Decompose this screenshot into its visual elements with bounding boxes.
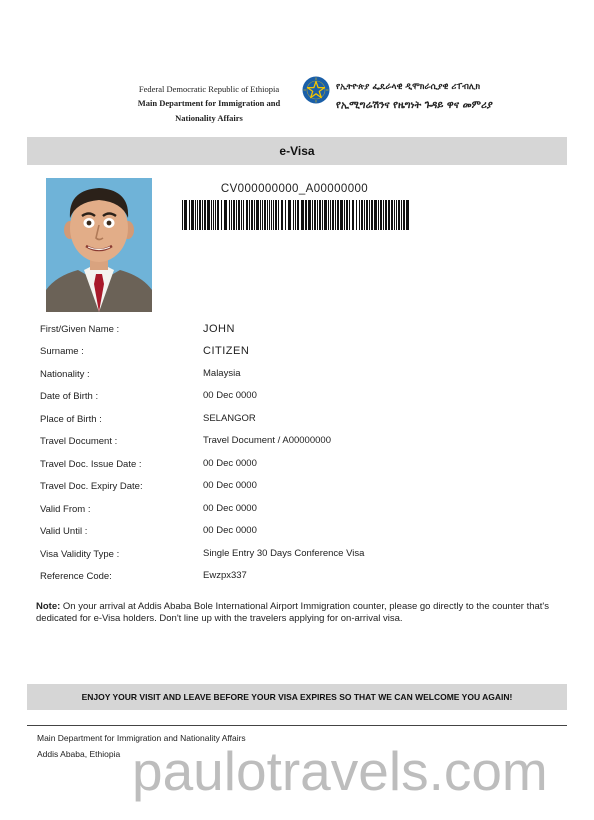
label-visa-validity-type: Visa Validity Type : — [40, 549, 120, 560]
barcode-bar — [319, 200, 321, 230]
barcode-bar — [202, 200, 203, 230]
barcode-bar — [305, 200, 307, 230]
header-english-line3: Nationality Affairs — [175, 113, 243, 123]
barcode-bar — [340, 200, 343, 230]
barcode-bar — [371, 200, 373, 230]
barcode-bar — [308, 200, 311, 230]
barcode-bar — [380, 200, 382, 230]
footer-department: Main Department for Immigration and Nationality Affairs — [37, 733, 246, 743]
barcode-bar — [267, 200, 268, 230]
barcode-bar — [401, 200, 402, 230]
barcode-bar — [366, 200, 368, 230]
header-english-line1: Federal Democratic Republic of Ethiopia — [138, 84, 280, 94]
barcode-bar — [213, 200, 214, 230]
value-doc-expiry-date: 00 Dec 0000 — [203, 480, 257, 491]
barcode-bar — [374, 200, 377, 230]
barcode-bar — [199, 200, 201, 230]
barcode-bar — [383, 200, 384, 230]
value-travel-document: Travel Document / A00000000 — [203, 435, 331, 446]
label-doc-issue-date: Travel Doc. Issue Date : — [40, 459, 142, 470]
barcode-bar — [314, 200, 316, 230]
barcode-bar — [324, 200, 327, 230]
barcode-bar — [249, 200, 250, 230]
value-given-name: JOHN — [203, 323, 235, 335]
barcode-bar — [369, 200, 370, 230]
barcode-bar — [406, 200, 409, 230]
barcode-bar — [195, 200, 196, 230]
footer-banner-text: ENJOY YOUR VISIT AND LEAVE BEFORE YOUR VISA EXPIRES SO THAT WE CAN WELCOME YOU AGAIN! — [81, 692, 513, 702]
barcode-bar — [221, 200, 222, 230]
label-valid-from: Valid From : — [40, 504, 91, 515]
document-title-bar — [27, 137, 567, 165]
document-title: e-Visa — [279, 144, 315, 158]
barcode-bar — [385, 200, 387, 230]
footer-location: Addis Ababa, Ethiopia — [37, 749, 121, 759]
barcode-bar — [317, 200, 318, 230]
visa-number: CV000000000_A00000000 — [220, 183, 369, 195]
barcode-bar — [238, 200, 240, 230]
barcode-bar — [211, 200, 212, 230]
barcode-bar — [251, 200, 253, 230]
barcode-bar — [359, 200, 360, 230]
barcode-bar — [388, 200, 390, 230]
arrival-note — [36, 601, 556, 625]
value-valid-from: 00 Dec 0000 — [203, 503, 257, 514]
header-amharic-line2: የኢሚግሬሽንና የዜግነት ጉዳይ ዋና መምሪያ — [336, 100, 493, 111]
barcode-bar — [182, 200, 183, 230]
ethiopia-emblem-icon — [302, 76, 330, 104]
barcode-bar — [295, 200, 296, 230]
barcode-bar — [256, 200, 259, 230]
barcode-bar — [391, 200, 393, 230]
barcode-bar — [236, 200, 237, 230]
header-amharic-line1: የኢትዮጵያ ፌዴራላዊ ዲሞክራሲያዊ ሪፐብሊክ — [336, 82, 481, 92]
barcode-bar — [281, 200, 283, 230]
value-place-of-birth: SELANGOR — [203, 413, 256, 424]
value-nationality: Malaysia — [203, 368, 241, 379]
barcode-bar — [254, 200, 255, 230]
barcode-bar — [398, 200, 400, 230]
barcode-bar — [229, 200, 230, 230]
barcode-bar — [197, 200, 198, 230]
barcode-bar — [246, 200, 248, 230]
barcode-bar — [297, 200, 299, 230]
label-valid-until: Valid Until : — [40, 526, 88, 537]
barcode-bar — [262, 200, 263, 230]
barcode-bar — [278, 200, 279, 230]
value-valid-until: 00 Dec 0000 — [203, 525, 257, 536]
barcode-bar — [285, 200, 286, 230]
footer-banner — [27, 684, 567, 710]
barcode-bar — [273, 200, 274, 230]
label-doc-expiry-date: Travel Doc. Expiry Date: — [40, 481, 143, 492]
barcode-bar — [364, 200, 365, 230]
header-amharic — [336, 79, 556, 115]
label-nationality: Nationality : — [40, 369, 90, 380]
barcode-bar — [337, 200, 339, 230]
barcode-bar — [378, 200, 379, 230]
footer-divider — [27, 725, 567, 726]
barcode-bar — [322, 200, 323, 230]
barcode — [182, 200, 409, 230]
barcode-bar — [330, 200, 331, 230]
note-text: On your arrival at Addis Ababa Bole International Airport Immigration counter, please go directly to the counter that's dedicated for e-Visa holders. Don't line up with the travelers applying for on-arrival visa. — [36, 601, 549, 624]
barcode-bar — [191, 200, 194, 230]
barcode-bar — [260, 200, 261, 230]
value-reference-code: Ewzpx337 — [203, 570, 247, 581]
barcode-bar — [396, 200, 397, 230]
barcode-bar — [241, 200, 242, 230]
barcode-bar — [231, 200, 232, 230]
barcode-bar — [184, 200, 187, 230]
barcode-bar — [269, 200, 270, 230]
barcode-bar — [356, 200, 357, 230]
header-english-line2: Main Department for Immigration and — [137, 98, 281, 108]
barcode-bar — [346, 200, 348, 230]
barcode-bar — [328, 200, 329, 230]
barcode-bar — [403, 200, 405, 230]
barcode-bar — [275, 200, 277, 230]
barcode-bar — [215, 200, 216, 230]
barcode-bar — [189, 200, 190, 230]
value-date-of-birth: 00 Dec 0000 — [203, 390, 257, 401]
barcode-bar — [352, 200, 354, 230]
label-place-of-birth: Place of Birth : — [40, 414, 102, 425]
watermark: paulotravels.com — [132, 740, 548, 802]
value-visa-validity-type: Single Entry 30 Days Conference Visa — [203, 548, 365, 559]
barcode-bar — [233, 200, 235, 230]
label-reference-code: Reference Code: — [40, 571, 112, 582]
barcode-bar — [335, 200, 336, 230]
barcode-bar — [224, 200, 227, 230]
barcode-bar — [271, 200, 272, 230]
barcode-bar — [204, 200, 206, 230]
label-surname: Surname : — [40, 346, 84, 357]
barcode-bar — [207, 200, 210, 230]
applicant-photo — [46, 178, 152, 312]
barcode-bar — [288, 200, 291, 230]
value-doc-issue-date: 00 Dec 0000 — [203, 458, 257, 469]
note-label: Note: — [36, 601, 61, 612]
barcode-bar — [301, 200, 304, 230]
value-surname: CITIZEN — [203, 345, 250, 357]
barcode-bar — [264, 200, 266, 230]
barcode-bar — [332, 200, 334, 230]
barcode-bar — [349, 200, 350, 230]
barcode-bar — [243, 200, 244, 230]
barcode-bar — [312, 200, 313, 230]
barcode-bar — [344, 200, 345, 230]
label-travel-document: Travel Document : — [40, 436, 118, 447]
header-english — [104, 83, 314, 126]
label-date-of-birth: Date of Birth : — [40, 391, 99, 402]
label-given-name: First/Given Name : — [40, 324, 120, 335]
barcode-bar — [394, 200, 395, 230]
barcode-bar — [217, 200, 219, 230]
barcode-bar — [293, 200, 294, 230]
barcode-bar — [361, 200, 363, 230]
